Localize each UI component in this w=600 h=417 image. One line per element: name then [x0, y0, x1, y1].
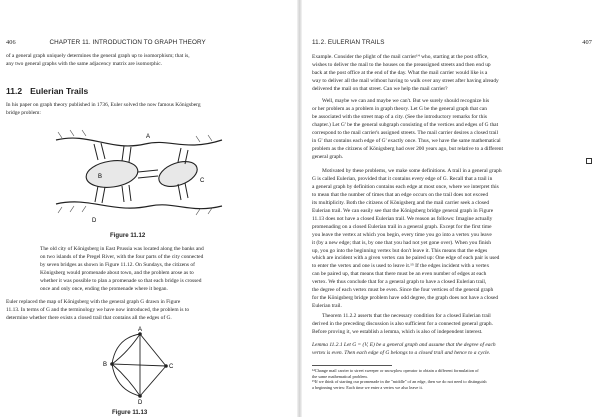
section-number: 11.2	[6, 86, 23, 96]
text-line: which are incident with a given vertex can be paired up: One edge of each pair is used	[312, 255, 500, 262]
left-paragraph-2	[40, 246, 258, 294]
figure-caption: Figure 11.12	[110, 232, 146, 239]
text-line: problem as the citizens of Königsberg had over 200 years ago, but relative to a different	[312, 145, 503, 152]
section-title: Eulerian Trails	[30, 86, 89, 96]
text-line: back at the post office at the end of the day. What the mail carrier would like is a	[312, 69, 488, 76]
text-line: by seven bridges as shown in Figure 11.12. On Sundays, the citizens of	[40, 261, 195, 268]
graph-label-c: C	[169, 364, 174, 370]
footnote-line: the same mathematical problem.	[312, 373, 368, 379]
text-line: Theorem 11.2.2 asserts that the necessary condition for a closed Eulerian trail	[322, 313, 491, 319]
text-line: Euler replaced the map of Königsberg with the general graph G drawn in Figure	[6, 299, 181, 305]
text-line: for the Königsberg bridge problem have odd degree, the graph does not have a closed	[312, 295, 499, 302]
footnote-rule	[312, 365, 392, 366]
text-line: Eulerian trail.	[312, 303, 342, 310]
figure-caption: Figure 11.13	[112, 409, 148, 416]
right-page-number: 407	[582, 39, 592, 46]
text-line: chapter.) Let G' be the general subgraph consisting of the vertices and edges of G that	[312, 121, 499, 128]
right-running-head: 11.2. EULERIAN TRAILS	[312, 39, 385, 46]
right-paragraph-motivated	[312, 168, 592, 311]
text-line: can be paired up, that means that there must be an even number of edges at each	[312, 271, 487, 278]
text-line: a general graph by definition contains each edge at most once, where we interpret this	[312, 183, 499, 190]
text-line: 11.13 does not have a closed Eulerian trail. We reason as follows: Imagine actually	[312, 215, 493, 222]
example-paragraph	[312, 54, 592, 94]
text-line: correspond to the mail carrier's assigned streets. The mail carrier desires a closed trail	[312, 129, 498, 136]
text-line: Before proving it, we establish a lemma, which is also of independent interest.	[312, 328, 483, 335]
right-page	[302, 0, 600, 417]
text-line: it (by a new edge; that is, by one that you had not yet gone over). When you finish	[312, 239, 491, 246]
right-paragraph-theorem	[312, 313, 592, 337]
map-label-a: A	[146, 134, 151, 140]
lemma-statement	[312, 342, 592, 358]
text-line: Example. Consider the plight of the mail carrier¹⁴ who, starting at the post office,	[312, 54, 489, 60]
text-line: the degree of each vertex must be even. Since the four vertices of the general graph	[312, 287, 494, 294]
graph-label-b: B	[103, 362, 108, 368]
text-line: derived in the preceding discussion is also sufficient for a connected general graph.	[312, 320, 493, 327]
text-line: be associated with the street map of a city. (See the introductory remarks for this	[312, 113, 487, 120]
map-label-b: B	[98, 174, 103, 180]
left-page-number: 406	[6, 39, 16, 46]
left-running-head: CHAPTER 11. INTRODUCTION TO GRAPH THEORY	[49, 39, 206, 46]
text-line: up, you go into the beginning vertex but don't leave it. This means that the edges	[312, 247, 488, 254]
text-line: wishes to deliver the mail to the houses on the preassigned streets and then end up	[312, 61, 491, 68]
text-line: whether it was possible to plan a promenade so that each bridge is crossed	[40, 277, 202, 284]
text-line: Well, maybe we can and maybe we can't. But we surely should recognize his	[322, 98, 490, 104]
map-label-c: C	[200, 178, 205, 184]
text-line: G is called Eulerian, provided that it contains every edge of G. Recall that a trail in	[312, 175, 493, 182]
text-line: general graph.	[312, 153, 344, 160]
text-line: delivered the mail on that street. Can we help the mail carrier?	[312, 85, 448, 92]
text-line: on two islands of the Pregel River, with the four parts of the city connected	[40, 253, 204, 260]
konigsberg-graph-figure	[100, 326, 180, 406]
left-page-header	[6, 39, 206, 46]
text-line: Motivated by these problems, we make some definitions. A trail in a general graph	[322, 168, 502, 174]
right-paragraph-well	[312, 98, 592, 162]
text-line: vertex is even. Then each edge of G belongs to a closed trail and hence to a cycle.	[312, 349, 491, 356]
left-intro-paragraph	[6, 53, 289, 69]
graph-label-d: D	[138, 400, 143, 406]
footnote-line: ¹⁴Change mail carrier to street sweeper or snowplow operator to obtain a different formulation of	[312, 368, 479, 373]
text-line: Lemma 11.2.1 Let G = (V, E) be a general graph and assume that the degree of each	[312, 342, 496, 348]
text-line: determine whether there exists a closed trail that contains all the edges of G.	[6, 314, 172, 321]
text-line: bridge problem:	[6, 109, 41, 116]
section-heading	[6, 86, 88, 96]
left-paragraph-1	[6, 102, 289, 118]
konigsberg-map-figure	[50, 122, 230, 227]
text-line: any two general graphs with the same adjacency matrix are isomorphic.	[6, 60, 162, 67]
text-line: vertex. We thus conclude that for a general graph to have a closed Eulerian trail,	[312, 279, 487, 286]
footnotes	[312, 368, 594, 390]
left-paragraph-3	[6, 299, 289, 323]
text-line: Eulerian trail. We can easily see that the Königsberg bridge general graph in Figure	[312, 207, 494, 214]
text-line: you leave the vertex at which you begin, every time you go into a vertex you leave	[312, 231, 492, 238]
map-label-d: D	[92, 218, 97, 224]
text-line: The old city of Königsberg in East Prussia was located along the banks and	[40, 246, 204, 252]
footnote-line: a beginning vertex: Each time we enter a vertex we also leave it.	[312, 384, 423, 390]
end-of-example-mark	[586, 158, 592, 164]
text-line: once and only once, ending the promenade where it began.	[40, 285, 168, 292]
text-line: to enter the vertex and one is used to leave it.¹⁵ If the edges incident with a vertex	[312, 263, 490, 270]
footnote-line: ¹⁵If we think of starting our promenade in the "middle" of an edge, then we do not need to distinguish	[312, 379, 487, 385]
text-line: In his paper on graph theory published in 1736, Euler solved the now famous Königsberg	[6, 102, 201, 108]
text-line: to mean that the number of times that an edge occurs on the trail does not exceed	[312, 191, 489, 198]
text-line: or her problem as a problem in graph theory. Let G be the general graph that can	[312, 105, 487, 112]
text-line: its multiplicity. Both the citizens of Königsberg and the mail carrier seek a closed	[312, 199, 490, 206]
text-line: way to deliver all the mail without having to walk over any street after having already	[312, 77, 499, 84]
graph-label-a: A	[138, 327, 143, 333]
text-line: promenading on a closed Eulerian trail in a general graph. Except for the first time	[312, 223, 492, 230]
right-page-header	[312, 39, 592, 46]
text-line: of a general graph uniquely determines the general graph up to isomorphism; that is,	[6, 53, 190, 59]
text-line: 11.13. In terms of G and the terminology we have now introduced, the problem is to	[6, 306, 190, 313]
text-line: in G' that contains each edge of G' exactly once. Thus, we have the same mathematical	[312, 137, 501, 144]
left-page	[0, 0, 298, 417]
text-line: Königsberg would promenade about town, and the problem arose as to	[40, 269, 194, 276]
